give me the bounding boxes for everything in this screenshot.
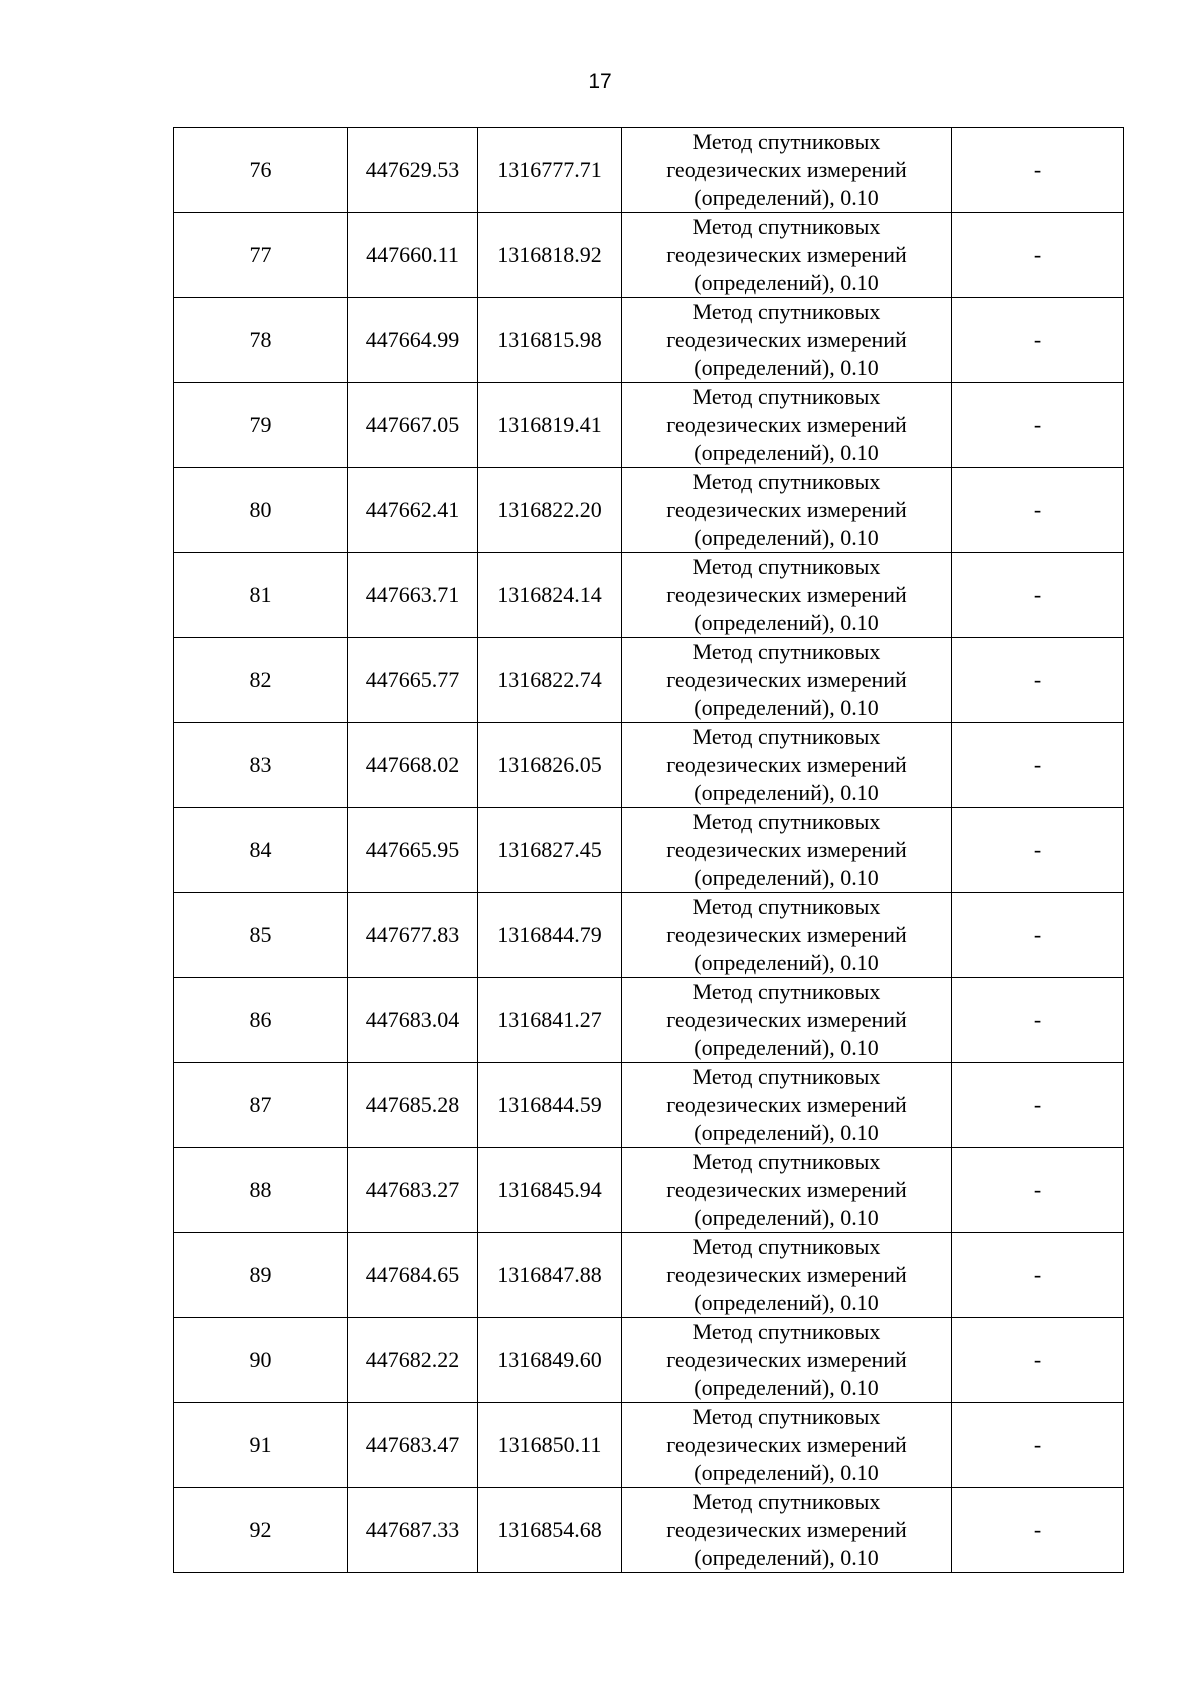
x-coordinate-cell: 447629.53 xyxy=(348,128,478,213)
description-cell: - xyxy=(952,1488,1124,1573)
method-line: геодезических измерений xyxy=(666,157,907,182)
y-coordinate-cell: 1316819.41 xyxy=(478,383,622,468)
point-number-cell: 88 xyxy=(174,1148,348,1233)
description-cell: - xyxy=(952,1148,1124,1233)
method-line: (определений), 0.10 xyxy=(694,950,879,975)
x-coordinate-cell: 447667.05 xyxy=(348,383,478,468)
method-cell xyxy=(622,1403,952,1488)
method-line: Метод спутниковых xyxy=(692,1149,881,1174)
description-cell: - xyxy=(952,298,1124,383)
method-line: геодезических измерений xyxy=(666,752,907,777)
x-coordinate-cell: 447687.33 xyxy=(348,1488,478,1573)
coordinates-table xyxy=(173,127,1124,1573)
method-line: Метод спутниковых xyxy=(692,639,881,664)
method-cell xyxy=(622,298,952,383)
coordinates-table-body xyxy=(174,128,1124,1573)
method-line: геодезических измерений xyxy=(666,1432,907,1457)
x-coordinate-cell: 447682.22 xyxy=(348,1318,478,1403)
table-row xyxy=(174,638,1124,723)
point-number-cell: 85 xyxy=(174,893,348,978)
method-line: Метод спутниковых xyxy=(692,299,881,324)
method-line: Метод спутниковых xyxy=(692,1064,881,1089)
x-coordinate-cell: 447683.47 xyxy=(348,1403,478,1488)
method-line: (определений), 0.10 xyxy=(694,865,879,890)
table-row xyxy=(174,553,1124,638)
y-coordinate-cell: 1316841.27 xyxy=(478,978,622,1063)
point-number-cell: 82 xyxy=(174,638,348,723)
table-row xyxy=(174,1488,1124,1573)
method-line: геодезических измерений xyxy=(666,242,907,267)
x-coordinate-cell: 447662.41 xyxy=(348,468,478,553)
description-cell: - xyxy=(952,128,1124,213)
point-number-cell: 80 xyxy=(174,468,348,553)
x-coordinate-cell: 447683.04 xyxy=(348,978,478,1063)
method-line: (определений), 0.10 xyxy=(694,1460,879,1485)
table-row xyxy=(174,1233,1124,1318)
y-coordinate-cell: 1316849.60 xyxy=(478,1318,622,1403)
description-cell: - xyxy=(952,553,1124,638)
table-row xyxy=(174,1063,1124,1148)
method-cell xyxy=(622,1318,952,1403)
table-row xyxy=(174,128,1124,213)
method-line: Метод спутниковых xyxy=(692,724,881,749)
y-coordinate-cell: 1316844.59 xyxy=(478,1063,622,1148)
point-number-cell: 77 xyxy=(174,213,348,298)
method-line: Метод спутниковых xyxy=(692,1489,881,1514)
method-cell xyxy=(622,638,952,723)
description-cell: - xyxy=(952,808,1124,893)
method-line: геодезических измерений xyxy=(666,922,907,947)
description-cell: - xyxy=(952,383,1124,468)
method-cell xyxy=(622,383,952,468)
y-coordinate-cell: 1316845.94 xyxy=(478,1148,622,1233)
x-coordinate-cell: 447665.77 xyxy=(348,638,478,723)
point-number-cell: 81 xyxy=(174,553,348,638)
method-line: (определений), 0.10 xyxy=(694,1375,879,1400)
point-number-cell: 86 xyxy=(174,978,348,1063)
method-cell xyxy=(622,1233,952,1318)
method-line: геодезических измерений xyxy=(666,327,907,352)
table-row xyxy=(174,978,1124,1063)
description-cell: - xyxy=(952,978,1124,1063)
y-coordinate-cell: 1316818.92 xyxy=(478,213,622,298)
method-cell xyxy=(622,213,952,298)
description-cell: - xyxy=(952,723,1124,808)
point-number-cell: 83 xyxy=(174,723,348,808)
method-line: (определений), 0.10 xyxy=(694,1120,879,1145)
method-line: геодезических измерений xyxy=(666,1092,907,1117)
table-row xyxy=(174,893,1124,978)
method-line: геодезических измерений xyxy=(666,1262,907,1287)
point-number-cell: 87 xyxy=(174,1063,348,1148)
method-line: Метод спутниковых xyxy=(692,384,881,409)
method-line: Метод спутниковых xyxy=(692,809,881,834)
table-row xyxy=(174,1318,1124,1403)
method-line: (определений), 0.10 xyxy=(694,525,879,550)
method-line: (определений), 0.10 xyxy=(694,1035,879,1060)
x-coordinate-cell: 447685.28 xyxy=(348,1063,478,1148)
method-line: Метод спутниковых xyxy=(692,1234,881,1259)
table-row xyxy=(174,298,1124,383)
method-line: геодезических измерений xyxy=(666,1517,907,1542)
method-line: (определений), 0.10 xyxy=(694,610,879,635)
point-number-cell: 76 xyxy=(174,128,348,213)
method-line: Метод спутниковых xyxy=(692,979,881,1004)
method-line: геодезических измерений xyxy=(666,667,907,692)
method-line: Метод спутниковых xyxy=(692,129,881,154)
method-line: геодезических измерений xyxy=(666,412,907,437)
x-coordinate-cell: 447663.71 xyxy=(348,553,478,638)
method-cell xyxy=(622,808,952,893)
x-coordinate-cell: 447684.65 xyxy=(348,1233,478,1318)
method-line: (определений), 0.10 xyxy=(694,1205,879,1230)
description-cell: - xyxy=(952,1403,1124,1488)
x-coordinate-cell: 447668.02 xyxy=(348,723,478,808)
point-number-cell: 89 xyxy=(174,1233,348,1318)
method-cell xyxy=(622,1148,952,1233)
method-line: Метод спутниковых xyxy=(692,554,881,579)
table-row xyxy=(174,468,1124,553)
description-cell: - xyxy=(952,213,1124,298)
y-coordinate-cell: 1316827.45 xyxy=(478,808,622,893)
y-coordinate-cell: 1316777.71 xyxy=(478,128,622,213)
table-row xyxy=(174,383,1124,468)
table-row xyxy=(174,1148,1124,1233)
description-cell: - xyxy=(952,468,1124,553)
point-number-cell: 91 xyxy=(174,1403,348,1488)
y-coordinate-cell: 1316826.05 xyxy=(478,723,622,808)
method-line: Метод спутниковых xyxy=(692,1404,881,1429)
point-number-cell: 78 xyxy=(174,298,348,383)
description-cell: - xyxy=(952,638,1124,723)
method-cell xyxy=(622,978,952,1063)
method-line: (определений), 0.10 xyxy=(694,270,879,295)
method-line: (определений), 0.10 xyxy=(694,440,879,465)
point-number-cell: 90 xyxy=(174,1318,348,1403)
point-number-cell: 92 xyxy=(174,1488,348,1573)
method-line: Метод спутниковых xyxy=(692,894,881,919)
method-line: Метод спутниковых xyxy=(692,214,881,239)
table-row xyxy=(174,1403,1124,1488)
table-row xyxy=(174,213,1124,298)
y-coordinate-cell: 1316850.11 xyxy=(478,1403,622,1488)
method-line: (определений), 0.10 xyxy=(694,1545,879,1570)
description-cell: - xyxy=(952,1318,1124,1403)
method-line: (определений), 0.10 xyxy=(694,355,879,380)
description-cell: - xyxy=(952,1063,1124,1148)
method-line: Метод спутниковых xyxy=(692,1319,881,1344)
method-line: геодезических измерений xyxy=(666,1177,907,1202)
page-number: 17 xyxy=(588,70,612,93)
method-cell xyxy=(622,128,952,213)
y-coordinate-cell: 1316815.98 xyxy=(478,298,622,383)
table-row xyxy=(174,723,1124,808)
x-coordinate-cell: 447660.11 xyxy=(348,213,478,298)
method-line: Метод спутниковых xyxy=(692,469,881,494)
x-coordinate-cell: 447677.83 xyxy=(348,893,478,978)
method-line: геодезических измерений xyxy=(666,1007,907,1032)
method-line: (определений), 0.10 xyxy=(694,780,879,805)
y-coordinate-cell: 1316847.88 xyxy=(478,1233,622,1318)
method-line: геодезических измерений xyxy=(666,497,907,522)
method-cell xyxy=(622,723,952,808)
y-coordinate-cell: 1316854.68 xyxy=(478,1488,622,1573)
method-cell xyxy=(622,468,952,553)
method-line: геодезических измерений xyxy=(666,582,907,607)
y-coordinate-cell: 1316844.79 xyxy=(478,893,622,978)
method-line: геодезических измерений xyxy=(666,1347,907,1372)
description-cell: - xyxy=(952,1233,1124,1318)
method-line: (определений), 0.10 xyxy=(694,695,879,720)
x-coordinate-cell: 447664.99 xyxy=(348,298,478,383)
method-line: геодезических измерений xyxy=(666,837,907,862)
method-cell xyxy=(622,893,952,978)
y-coordinate-cell: 1316822.74 xyxy=(478,638,622,723)
x-coordinate-cell: 447665.95 xyxy=(348,808,478,893)
table-row xyxy=(174,808,1124,893)
method-line: (определений), 0.10 xyxy=(694,1290,879,1315)
description-cell: - xyxy=(952,893,1124,978)
method-cell xyxy=(622,553,952,638)
y-coordinate-cell: 1316822.20 xyxy=(478,468,622,553)
y-coordinate-cell: 1316824.14 xyxy=(478,553,622,638)
method-cell xyxy=(622,1063,952,1148)
point-number-cell: 79 xyxy=(174,383,348,468)
method-cell xyxy=(622,1488,952,1573)
point-number-cell: 84 xyxy=(174,808,348,893)
method-line: (определений), 0.10 xyxy=(694,185,879,210)
x-coordinate-cell: 447683.27 xyxy=(348,1148,478,1233)
